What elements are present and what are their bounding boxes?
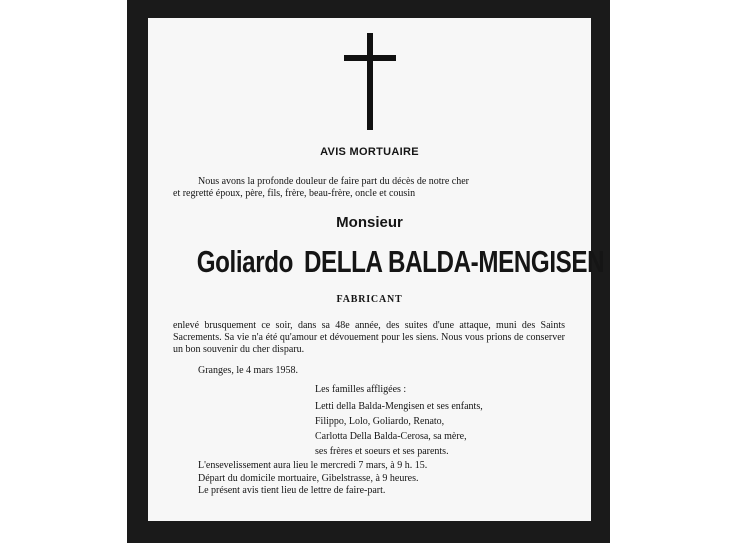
cross-horizontal-bar	[344, 55, 396, 61]
family-line: Letti della Balda-Mengisen et ses enfants,	[315, 401, 483, 412]
burial-line-2: Départ du domicile mortuaire, Gibelstrasse, à 9 heures.	[198, 472, 419, 484]
deceased-name	[196, 244, 605, 280]
death-notice	[148, 18, 605, 521]
burial-details	[198, 460, 427, 498]
burial-line-3: Le présent avis tient lieu de lettre de faire-part.	[198, 485, 386, 496]
profession: FABRICANT	[336, 294, 403, 305]
cross-vertical-bar	[367, 33, 373, 130]
family-line: ses frères et soeurs et ses parents.	[315, 446, 449, 457]
intro-line-2: et regretté époux, père, fils, frère, beau-frère, oncle et cousin	[173, 188, 416, 199]
family-line: Filippo, Lolo, Goliardo, Renato,	[315, 416, 445, 427]
honorific: Monsieur	[336, 214, 403, 231]
deceased-first-name: Goliardo	[196, 244, 294, 279]
notice-heading: AVIS MORTUAIRE	[320, 146, 419, 158]
deceased-last-name: DELLA BALDA-MENGISEN	[303, 244, 605, 279]
family-line: Carlotta Della Balda-Cerosa, sa mère,	[315, 431, 467, 442]
families-heading: Les familles affligées :	[315, 384, 407, 395]
burial-line-1: L'ensevelissement aura lieu le mercredi 7 mars, à 9 h. 15.	[198, 460, 428, 471]
notice-body-text: enlevé brusquement ce soir, dans sa 48e année, des suites d'une attaque, muni des Saints Sacrements. Sa vie n'a été qu'amour et dévouement pour les siens. Nous vous prions de conserver un bon souvenir du cher disparu.	[173, 320, 565, 355]
place-and-date: Granges, le 4 mars 1958.	[198, 365, 298, 376]
families-block	[315, 382, 483, 459]
intro-line-1: Nous avons la profonde douleur de faire part du décès de notre cher	[198, 176, 470, 187]
